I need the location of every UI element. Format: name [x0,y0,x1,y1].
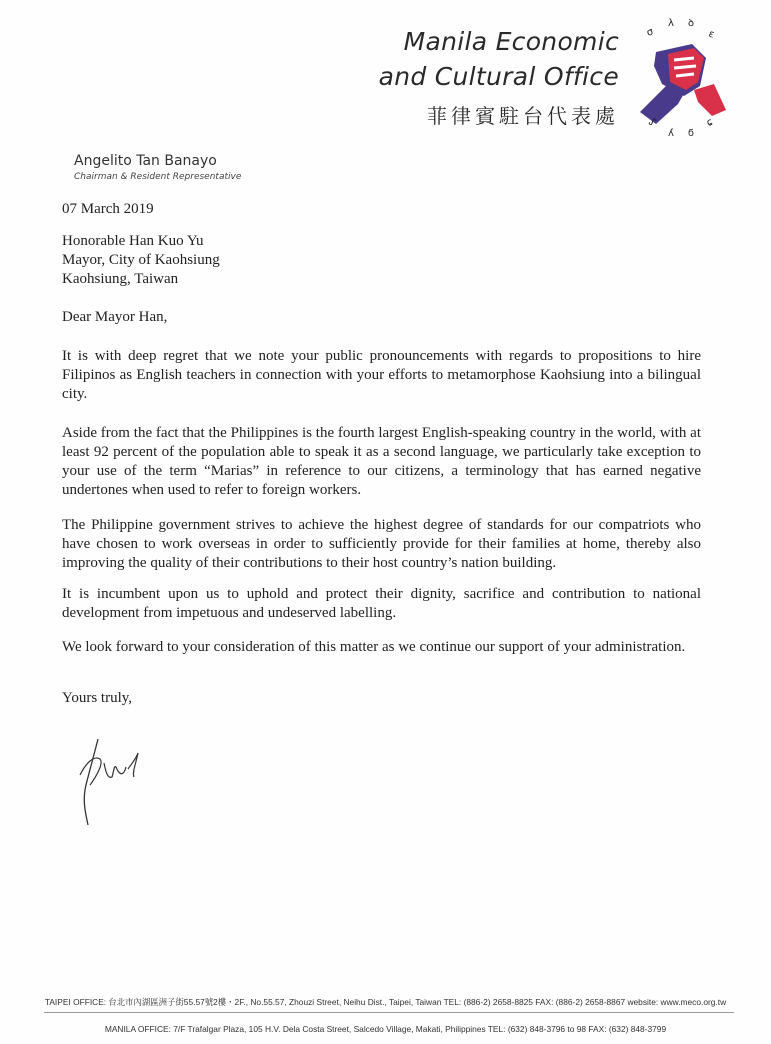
svg-text:ꝺ: ꝺ [688,18,694,29]
footer-manila-office: MANILA OFFICE: 7/F Trafalgar Plaza, 105 H.V. Dela Costa Street, Salcedo Village, Makati, Philippines TEL: (632) 848-3796 to 98 FAX: (632) 848-3799 [104,1024,667,1034]
letterhead-org-name-line1: Manila Economic [403,27,619,56]
svg-text:ɕ: ɕ [705,116,715,129]
body-paragraph: We look forward to your consideration of this matter as we continue our support of your administration. [62,639,686,655]
svg-text:σ: σ [645,26,655,39]
recipient-location: Kaohsiung, Taiwan [62,271,179,287]
letterhead-org-name-line2: and Cultural Office [378,62,619,91]
svg-text:ϭ: ϭ [688,128,695,139]
svg-text:ᔑ: ᔑ [646,116,658,130]
letter-date: 07 March 2019 [62,201,154,217]
body-paragraph: It is with deep regret that we note your public pronouncements with regards to propositions to hire Filipinos as English teachers in connection with your efforts to metamorphose Kaohsiung into a bilingual city. [62,348,701,402]
svg-text:ʎ: ʎ [668,128,674,139]
body-paragraph: Aside from the fact that the Philippines is the fourth largest English-speaking country in the world, with at least 92 percent of the population able to speak it as a second language, we particularly take exception to your use of the term “Marias” in reference to our citizens, a terminology that has earned negative undertones when used to refer to foreign workers. [62,425,701,498]
meco-logo [634,12,730,140]
footer-taipei-office: TAIPEI OFFICE: 台北市內湖區洲子街55.57號2樓・2F., No.55.57, Zhouzi Street, Neihu Dist., Taipei, Taiwan TEL: (886-2) 2658-8825 FAX: (886-2) 2658-8867 website: www.meco.org.tw [44,997,727,1007]
salutation: Dear Mayor Han, [62,309,168,325]
letterhead-org-name-chinese: 菲律賓駐台代表處 [427,104,619,128]
recipient-address [62,232,220,289]
handwritten-signature [76,733,156,828]
svg-text:λ: λ [668,18,674,29]
recipient-name: Honorable Han Kuo Yu [62,233,204,249]
recipient-position: Mayor, City of Kaohsiung [62,252,220,268]
sender-name: Angelito Tan Banayo [74,153,217,169]
closing: Yours truly, [62,690,133,706]
footer-divider [44,1012,734,1013]
svg-text:ɛ: ɛ [706,28,716,41]
body-paragraph: It is incumbent upon us to uphold and protect their dignity, sacrifice and contribution to national development from impetuous and undeserved labelling. [62,586,701,621]
body-paragraph: The Philippine government strives to achieve the highest degree of standards for our compatriots who have chosen to work overseas in order to sufficiently provide for their families at home, thereby also improving the quality of their contributions to their host country’s nation building. [62,517,701,571]
sender-title: Chairman & Resident Representative [74,172,242,182]
